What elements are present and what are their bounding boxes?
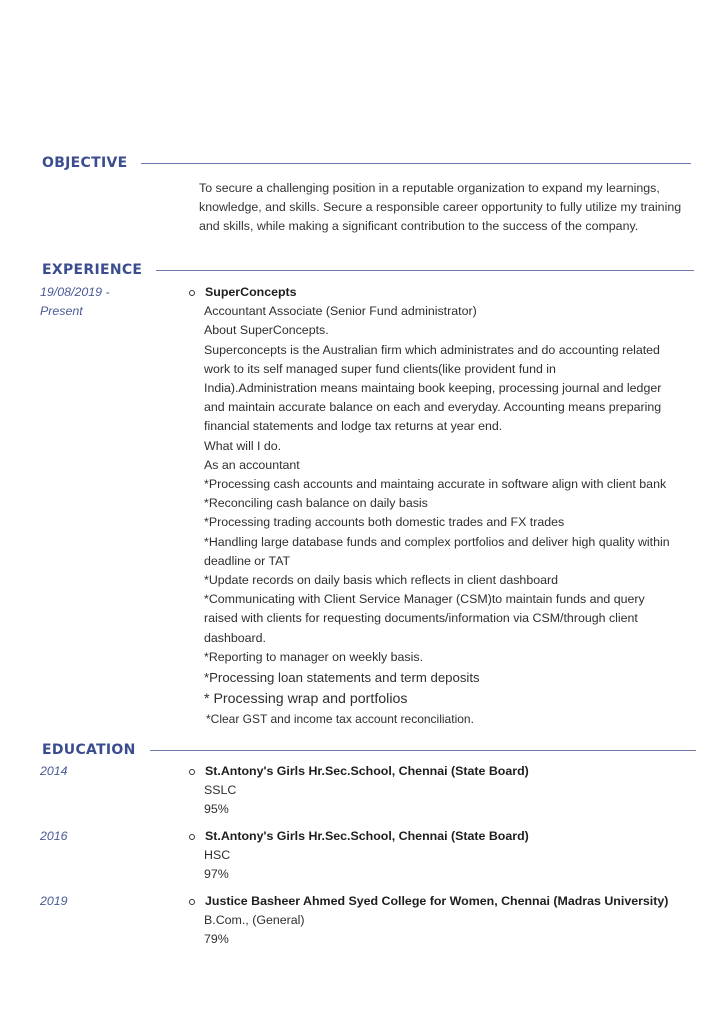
degree: SSLC [204, 783, 237, 798]
school-name [187, 762, 697, 781]
job-line: *Processing cash accounts and maintaing accurate in software align with client bank [204, 477, 667, 492]
degree: HSC [204, 848, 231, 863]
job-line: deadline or TAT [204, 553, 291, 568]
job-line: Accountant Associate (Senior Fund administrator) [204, 304, 477, 319]
education-heading: EDUCATION [42, 742, 136, 758]
date-start: 19/08/2019 - [40, 285, 110, 299]
job-line: What will I do. [204, 438, 282, 453]
bullet-circle-icon [189, 834, 195, 840]
objective-section-header [42, 155, 691, 171]
job-line: raised with clients for requesting documents/information via CSM/through client [204, 611, 638, 626]
job-line: *Update records on daily basis which reflects in client dashboard [204, 573, 559, 588]
education-year: 2014 [40, 764, 68, 778]
job-line: and maintain accurate balance on each and everyday. Accounting means preparing [204, 400, 662, 415]
job-line: *Reconciling cash balance on daily basis [204, 496, 428, 511]
job-line: *Reporting to manager on weekly basis. [204, 649, 424, 664]
education-section-header [42, 742, 696, 758]
section-divider [150, 750, 696, 751]
experience-entry [187, 283, 697, 729]
company-label: SuperConcepts [205, 285, 297, 299]
job-line: *Processing loan statements and term deposits [204, 670, 480, 686]
job-line: work to its self managed super fund clients(like provident fund in [204, 361, 556, 376]
job-line: dashboard. [204, 630, 267, 645]
score: 95% [204, 802, 229, 817]
experience-date [40, 283, 110, 321]
job-line: * Processing wrap and portfolios [204, 691, 408, 708]
job-line: *Processing trading accounts both domestic trades and FX trades [204, 515, 565, 530]
school-name [187, 892, 697, 911]
score: 97% [204, 867, 229, 882]
job-line: *Communicating with Client Service Manager (CSM)to maintain funds and query [204, 592, 645, 607]
job-line: financial statements and lodge tax returns at year end. [204, 419, 503, 434]
degree: B.Com., (General) [204, 913, 305, 928]
bullet-circle-icon [189, 769, 195, 775]
experience-section-header [42, 262, 694, 278]
bullet-circle-icon [189, 290, 195, 296]
date-end: Present [40, 304, 83, 319]
school-name [187, 827, 697, 846]
school-label: St.Antony's Girls Hr.Sec.School, Chennai (State Board) [205, 764, 529, 778]
job-line: *Clear GST and income tax account reconciliation. [206, 712, 474, 727]
education-entry [187, 892, 697, 950]
objective-heading: OBJECTIVE [42, 155, 128, 171]
score: 79% [204, 932, 229, 947]
section-divider [141, 163, 691, 164]
job-line: *Handling large database funds and complex portfolios and deliver high quality within [204, 534, 670, 549]
bullet-circle-icon [189, 899, 195, 905]
job-line: As an accountant [204, 457, 300, 472]
job-line: About SuperConcepts. [204, 323, 329, 338]
education-year: 2019 [40, 894, 68, 908]
education-entry [187, 762, 697, 820]
section-divider [156, 270, 694, 271]
education-entry [187, 827, 697, 885]
job-line: Superconcepts is the Australian firm which administrates and do accounting related [204, 342, 660, 357]
objective-text: To secure a challenging position in a reputable organization to expand my learnings, knowledge, and skills. Secure a responsible career opportunity to fully utilize my training and skills, while making a significant contribution to the success of the company. [199, 181, 682, 234]
school-label: St.Antony's Girls Hr.Sec.School, Chennai (State Board) [205, 829, 529, 843]
company-name [187, 283, 697, 302]
education-year: 2016 [40, 829, 68, 843]
school-label: Justice Basheer Ahmed Syed College for Women, Chennai (Madras University) [205, 894, 669, 908]
experience-heading: EXPERIENCE [42, 262, 143, 278]
job-line: India).Administration means maintaing book keeping, processing journal and ledger [204, 381, 662, 396]
